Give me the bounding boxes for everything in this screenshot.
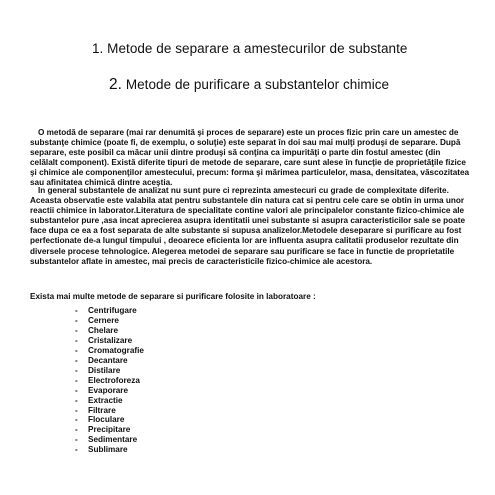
list-item: - Extractie [75, 396, 144, 406]
heading-separation-methods: 1. Metode de separare a amestecurilor de substante [92, 41, 408, 56]
methods-intro: Exista mai multe metode de separare si purificare folosite in laboratoare : [30, 292, 316, 301]
list-item: - Decantare [75, 356, 144, 366]
list-item: - Sublimare [75, 445, 144, 455]
list-item: - Evaporare [75, 386, 144, 396]
heading-purification-methods [109, 76, 389, 94]
list-item: - Cristalizare [75, 336, 144, 346]
list-item: - Chelare [75, 326, 144, 336]
list-item: - Sedimentare [75, 435, 144, 445]
list-item: - Precipitare [75, 425, 144, 435]
list-item: - Electroforeza [75, 376, 144, 386]
list-item: - Centrifugare [75, 306, 144, 316]
methods-list [75, 306, 144, 455]
list-item: - Cernere [75, 316, 144, 326]
paragraph-general: In general substantele de analizat nu sunt pure ci reprezinta amestecuri cu grade de complexitate diferite. Aceasta observatie este valabila atat pentru substantele din natura cat si pentru cele care se obtin in urma unor reactii chimice in laborator.Literatura de specialitate contine valori ale principalelor constante fizico-chimice ale substantelor pure ,asa incat aprecierea asupra identitatii unei substante si asupra caracteristicilor sale se poate face dupa ce ea a fost separata de alte substante si supusa analizelor.Metodele deseparare si purificare au fost perfectionate de-a lungul timpului , deoarece eficienta lor are influenta asupra calitatii produselor rezultate din diversele procese tehnologice. Alegerea metodei de separare sau purificare se face in functie de proprietatile substantelor aflate in amestec, mai precis de caracteristicile fizico-chimice ale acestora. [30, 186, 466, 266]
list-item: - Cromatografie [75, 346, 144, 356]
list-item: - Distilare [75, 366, 144, 376]
heading-number: 2. [109, 76, 123, 93]
heading-text: Metode de purificare a substantelor chimice [122, 77, 390, 92]
paragraph-definition: O metodă de separare (mai rar denumită şi proces de separare) este un proces fizic prin care un amestec de substanţe chimice (poate fi, de exemplu, o soluţie) este separat în doi sau mai mulţi produşi de separare. După separare, este posibil ca măcar unii dintre produşi să conţina ca impurităţi o parte din fostul amestec (din celălalt component). Există diferite tipuri de metode de separare, care sunt alese în funcţie de proprietăţile fizice şi chimice ale componenţilor amestecului, precum: forma şi mărimea particulelor, masa, densitatea, văscozitatea sau afinitatea chimică dintre aceştia. [30, 128, 470, 188]
list-item: - Floculare [75, 415, 144, 425]
list-item: - Filtrare [75, 406, 144, 416]
